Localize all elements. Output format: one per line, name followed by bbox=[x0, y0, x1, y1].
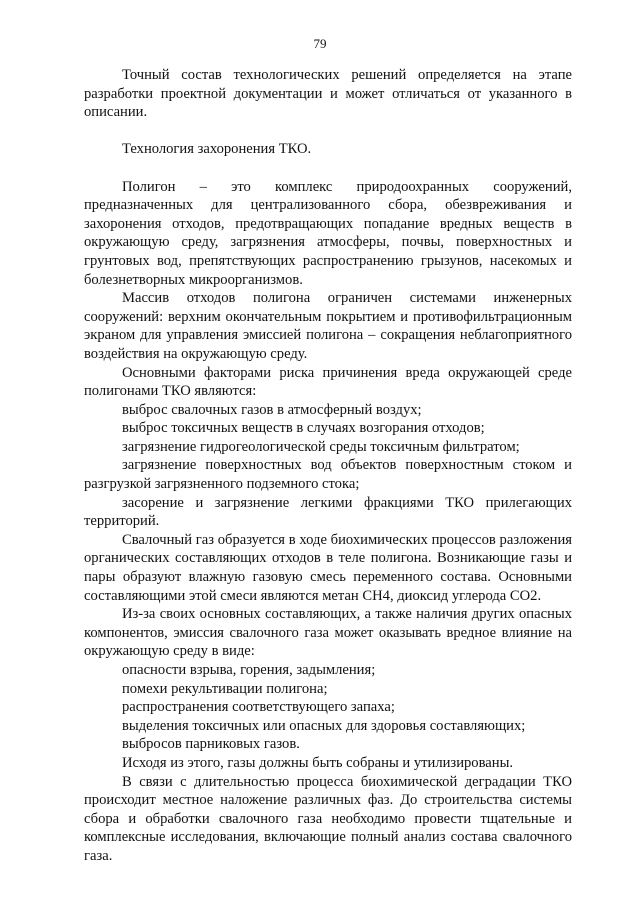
paragraph-conclusion: Исходя из этого, газы должны быть собраны и утилизированы. bbox=[122, 754, 514, 771]
paragraph-waste-mass: Массив отходов полигона ограничен системами инженерных сооружений: верхним окончательным покрытием и противофильтрационным экраном для управления эмиссией полигона – сокращения неблагоприятного воздействия на окружающую среду. bbox=[84, 290, 572, 362]
list-item: выброс токсичных веществ в случаях возгорания отходов; bbox=[122, 420, 485, 437]
list-item: опасности взрыва, горения, задымления; bbox=[122, 662, 376, 678]
section-heading: Технология захоронения ТКО. bbox=[122, 141, 312, 158]
paragraph-emission: Из-за своих основных составляющих, а также наличия других опасных компонентов, эмиссия свалочного газа может оказывать вредное влияние на окружающую среду в виде: bbox=[84, 606, 572, 660]
list-item: помехи рекультивации полигона; bbox=[122, 680, 328, 697]
paragraph-risk-factors: Основными факторами риска причинения вреда окружающей среде полигонами ТКО являются: bbox=[84, 364, 572, 400]
paragraph-definition: Полигон – это комплекс природоохранных сооружений, предназначенных для централизованного сбора, обезвреживания и захоронения отходов, предотвращающих попадание вредных веществ в окружающую среду, загрязнения атмосферы, почвы, поверхностных и грунтовых вод, препятствующих распространению грызунов, насекомых и болезнетворных микроорганизмов. bbox=[84, 178, 572, 288]
list-item: загрязнение поверхностных вод объектов поверхностным стоком и разгрузкой загрязненного подземного стока; bbox=[84, 457, 572, 493]
list-item: засорение и загрязнение легкими фракциями ТКО прилегающих территорий. bbox=[84, 494, 572, 530]
paragraph-degradation: В связи с длительностью процесса биохимической деградации ТКО происходит местное наложение различных фаз. До строительства системы сбора и обработки свалочного газа необходимо провести тщательные и комплексные исследования, включающие полный анализ состава свалочного газа. bbox=[84, 773, 572, 864]
paragraph-landfill-gas: Свалочный газ образуется в ходе биохимических процессов разложения органических составляющих отходов в теле полигона. Возникающие газы и пары образуют влажную газовую смесь переменного состава. Основными составляющими этой смеси являются метан СН4, диоксид углерода СО2. bbox=[84, 531, 572, 604]
list-item: выбросов парниковых газов. bbox=[122, 736, 300, 753]
paragraph-intro: Точный состав технологических решений определяется на этапе разработки проектной документации и может отличаться от указанного в описании. bbox=[84, 67, 572, 121]
page-number: 79 bbox=[313, 36, 327, 51]
list-item: загрязнение гидрогеологической среды токсичным фильтратом; bbox=[122, 438, 520, 455]
list-item: распространения соответствующего запаха; bbox=[122, 699, 395, 716]
document-body bbox=[84, 66, 572, 866]
list-item: выброс свалочных газов в атмосферный воздух; bbox=[122, 401, 422, 418]
list-item: выделения токсичных или опасных для здоровья составляющих; bbox=[122, 717, 526, 734]
